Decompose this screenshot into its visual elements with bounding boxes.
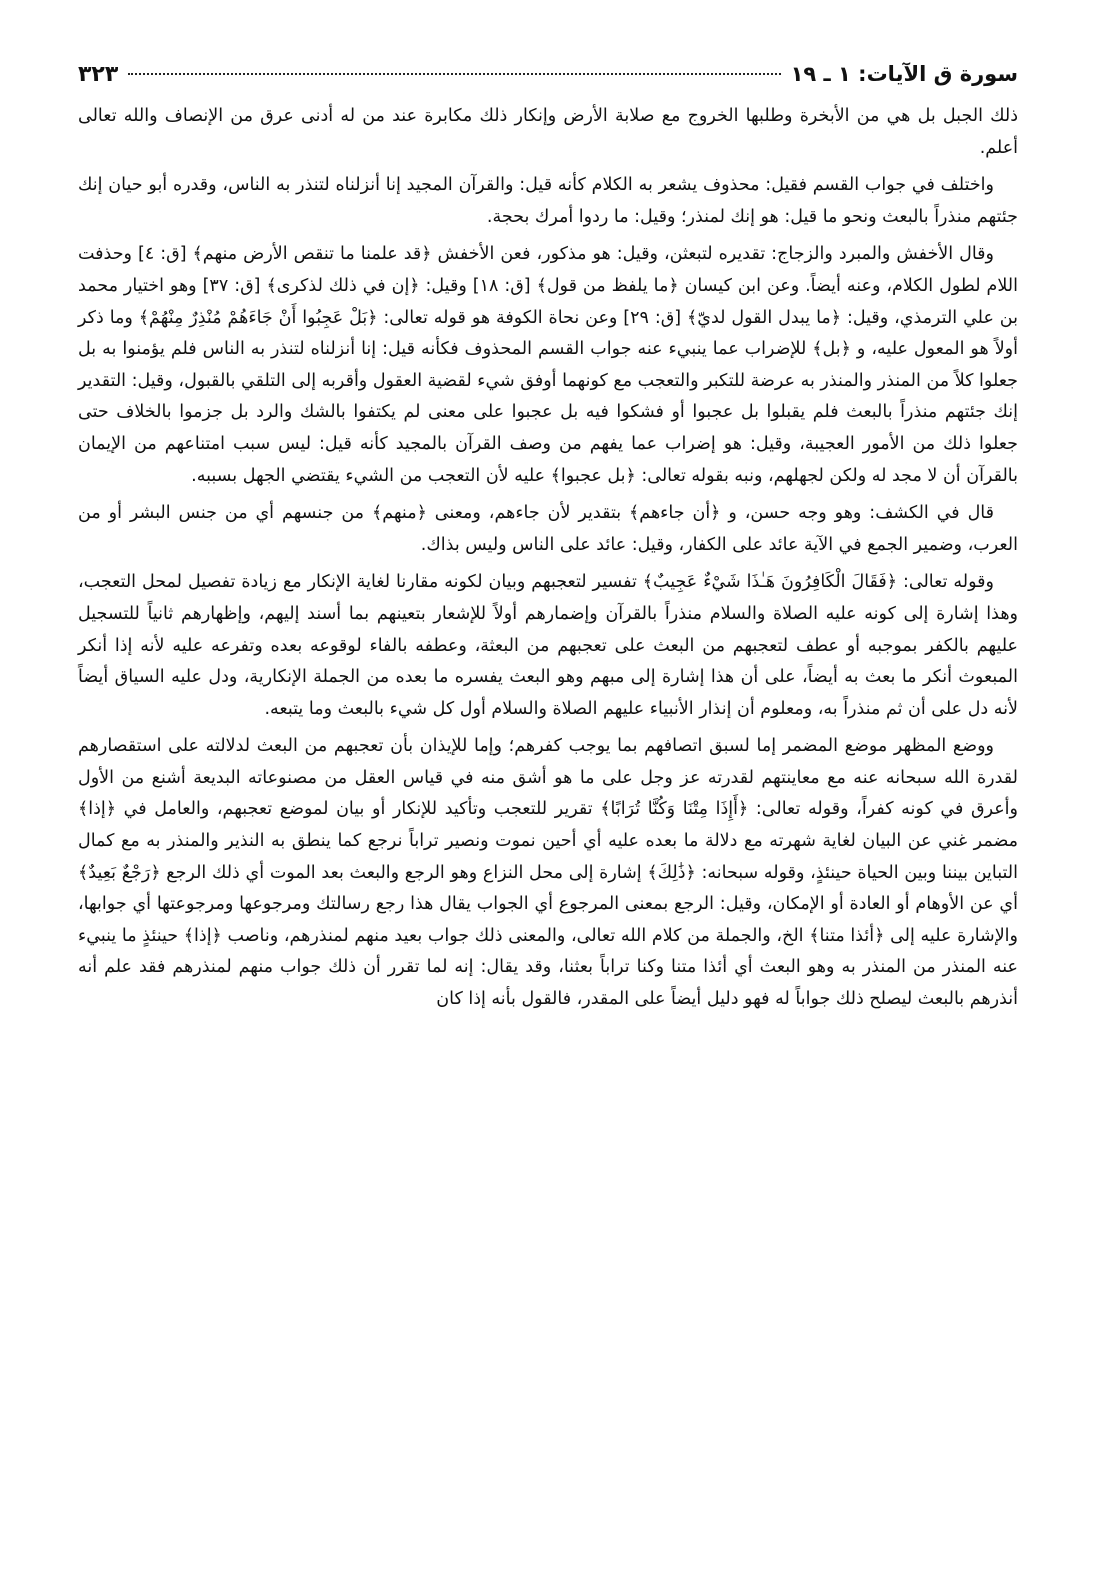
paragraph — [78, 567, 1018, 725]
paragraph-text: وقال الأخفش والمبرد والزجاج: تقديره لتبعثن، وقيل: هو مذكور، فعن الأخفش ﴿قد علمنا ما تنقص الأرض منهم﴾ [ق: ٤] وحذفت اللام لطول الكلام، وعنه أيضاً. وعن ابن كيسان ﴿ما يلفظ من قول﴾ [ق: ١٨] وقيل: ﴿إن في ذلك لذكرى﴾ [ق: ٣٧] وهو اختيار محمد بن علي الترمذي، وقيل: ﴿ما يبدل القول لديّ﴾ [ق: ٢٩] وعن نحاة الكوفة هو قوله تعالى: ﴿بَلْ عَجِبُوا أَنْ جَاءَهُمْ مُنْذِرٌ مِنْهُمْ﴾ وما ذكر أولاً هو المعول عليه، و ﴿بل﴾ للإضراب عما ينبيء عنه جواب القسم المحذوف فكأنه قيل: إنا أنزلناه لتنذر به الناس فلم يؤمنوا به بل جعلوا كلاً من المنذر والمنذر به عرضة للتكبر والتعجب مع كونهما أوفق شيء لقضية العقول وأقربه إلى التلقي بالقبول، وقيل: التقدير إنك جئتهم منذراً بالبعث فلم يقبلوا بل عجبوا أو فشكوا فيه بل عجبوا على معنى لم يكتفوا بالشك والرد بل جزموا بالخلاف حتى جعلوا ذلك من الأمور العجيبة، وقيل: هو إضراب عما يفهم من وصف القرآن بالمجيد كأنه قيل: ليس سبب امتناعهم من الإيمان بالقرآن أن لا مجد له ولكن لجهلهم، ونبه بقوله تعالى: ﴿بل عجبوا﴾ عليه لأن التعجب من الشيء يقتضي الجهل بسببه. — [78, 244, 1018, 486]
dotted-leader — [128, 73, 780, 75]
paragraph-text: ووضع المظهر موضع المضمر إما لسبق اتصافهم بما يوجب كفرهم؛ وإما للإيذان بأن تعجبهم من البعث لدلالته على استقصارهم لقدرة الله سبحانه عنه مع معاينتهم لقدرته عز وجل على ما هو أشق منه في قياس العقل من مصنوعاته البديعة أشنع من الأول وأعرق في كونه كفراً، وقوله تعالى: ﴿أَإِذَا مِتْنَا وَكُنَّا تُرَابًا﴾ تقرير للتعجب وتأكيد للإنكار أو بيان لموضع تعجبهم، والعامل في ﴿إذا﴾ مضمر غني عن البيان لغاية شهرته مع دلالة ما بعده عليه أي أحين نموت ونصير تراباً نرجع كما ينطق به النذير والمنذر به مع كمال التباين بيننا وبين الحياة حينئذٍ، وقوله سبحانه: ﴿ذَٰلِكَ﴾ إشارة إلى محل النزاع وهو الرجع والبعث بعد الموت أي ذلك الرجع ﴿رَجْعٌ بَعِيدٌ﴾ أي عن الأوهام أو العادة أو الإمكان، وقيل: الرجع بمعنى المرجوع أي الجواب يقال هذا رجع رسالتك ومرجوعها ومرجوعتها أي جوابها، والإشارة عليه إلى ﴿أئذا متنا﴾ الخ، والجملة من كلام الله تعالى، والمعنى ذلك جواب بعيد منهم لمنذرهم، وناصب ﴿إذا﴾ حينئذٍ ما ينبيء عنه المنذر من المنذر به وهو البعث أي أئذا متنا وكنا تراباً بعثنا، وقد يقال: إنه لما تقرر أن ذلك جواب منهم لمنذرهم فقد علم أنه أنذرهم بالبعث ليصلح ذلك جواباً له فهو دليل أيضاً على المقدر، فالقول بأنه إذا كان — [78, 736, 1018, 1010]
book-page — [78, 58, 1018, 1022]
running-header — [78, 58, 1018, 91]
page-number: ٣٢٣ — [78, 62, 119, 87]
paragraph — [78, 731, 1018, 1015]
paragraph-text: واختلف في جواب القسم فقيل: محذوف يشعر به الكلام كأنه قيل: والقرآن المجيد إنا أنزلناه لتنذر به الناس، وقدره أبو حيان إنك جئتهم منذراً بالبعث ونحو ما قيل: هو إنك لمنذر؛ وقيل: ما ردوا أمرك بحجة. — [78, 175, 1018, 227]
paragraph — [78, 239, 1018, 492]
paragraph — [78, 170, 1018, 233]
surah-title: سورة ق الآيات: ١ ـ ١٩ — [790, 62, 1018, 86]
tafsir-body — [78, 101, 1018, 1016]
paragraph-text: ذلك الجبل بل هي من الأبخرة وطلبها الخروج مع صلابة الأرض وإنكار ذلك مكابرة عند من له أدنى عرق من الإنصاف والله تعالى أعلم. — [78, 106, 1018, 158]
paragraph — [78, 498, 1018, 561]
paragraph-text: قال في الكشف: وهو وجه حسن، و ﴿أن جاءهم﴾ بتقدير لأن جاءهم، ومعنى ﴿منهم﴾ من جنسهم أي من جنس البشر أو من العرب، وضمير الجمع في الآية عائد على الكفار، وقيل: عائد على الناس وليس بذاك. — [78, 503, 1018, 555]
paragraph-text: وقوله تعالى: ﴿فَقَالَ الْكَافِرُونَ هَـٰذَا شَيْءٌ عَجِيبٌ﴾ تفسير لتعجبهم وبيان لكونه مقارنا لغاية الإنكار مع زيادة تفصيل لمحل التعجب، وهذا إشارة إلى كونه عليه الصلاة والسلام منذراً بالقرآن وإضمارهم أولاً للإشعار بتعينهم بما أسند إليهم، وإظهارهم ثانياً للتسجيل عليهم بالكفر بموجبه أو عطف لتعجبهم من البعث على تعجبهم من البعثة، وعطفه بالفاء لوقوعه بعده وتفرعه عليه لأنه إذا أنكر المبعوث أنكر ما بعث به أيضاً، على أن هذا إشارة إلى مبهم وهو البعث يفسره ما بعده من الجملة الإنكارية، ودل عليه السياق أيضاً لأنه دل على أن ثم منذراً به، ومعلوم أن إنذار الأنبياء عليهم الصلاة والسلام أول كل شيء بالبعث وما يتبعه. — [78, 572, 1018, 719]
paragraph — [78, 101, 1018, 164]
